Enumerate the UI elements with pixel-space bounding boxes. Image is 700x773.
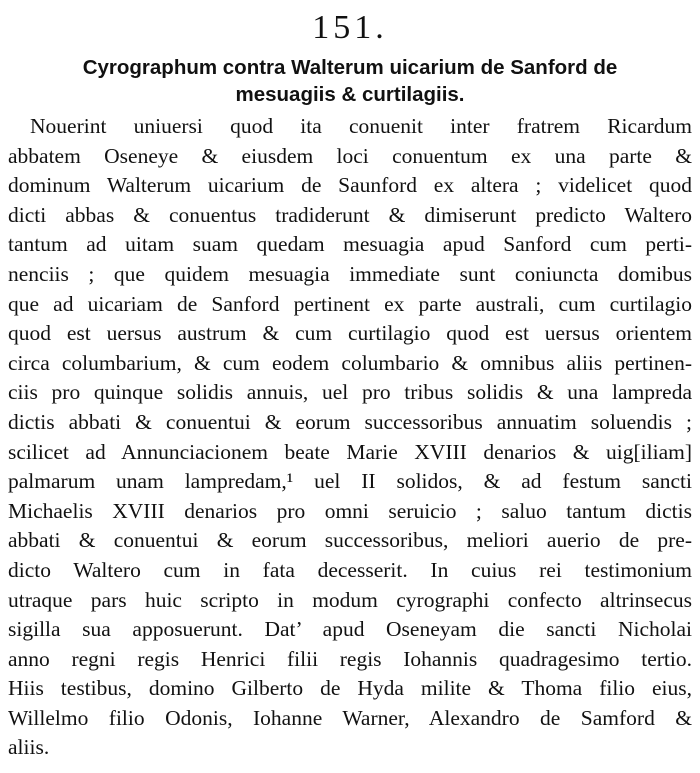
body-line: dominum Walterum uicarium de Saunford ex altera ; videlicet quod xyxy=(8,173,692,198)
body-line: abbati & conuentui & eorum successoribus, meliori auerio de pre- xyxy=(8,528,692,553)
body-line: abbatem Oseneye & eiusdem loci conuentum ex una parte & xyxy=(8,143,692,168)
body-line: Michaelis XVIII denarios pro omni seruicio ; saluo tantum dictis xyxy=(8,498,692,523)
body-line: aliis. xyxy=(8,735,50,760)
body-line: ciis pro quinque solidis annuis, uel pro tribus solidis & una lampreda xyxy=(8,380,692,405)
body-line: scilicet ad Annunciacionem beate Marie XVIII denarios & uig[iliam] xyxy=(8,439,692,464)
body-line: que ad uicariam de Sanford pertinent ex parte australi, cum curtilagio xyxy=(8,291,692,316)
body-line: dicti abbas & conuentus tradiderunt & dimiserunt predicto Waltero xyxy=(8,202,692,227)
charter-number: 151. xyxy=(312,9,388,46)
body-line: Hiis testibus, domino Gilberto de Hyda milite & Thoma filio eius, xyxy=(8,676,692,701)
title-line: mesuagiis & curtilagiis. xyxy=(235,83,465,106)
body-line: anno regni regis Henrici filii regis Iohannis quadragesimo tertio. xyxy=(8,646,692,671)
document-page xyxy=(0,6,700,773)
title-line: Cyrographum contra Walterum uicarium de Sanford de xyxy=(82,56,618,79)
body-line: Willelmo filio Odonis, Iohanne Warner, Alexandro de Samford & xyxy=(8,705,692,730)
body-line: palmarum unam lampredam,¹ uel II solidos, & ad festum sancti xyxy=(8,469,692,494)
body-line: quod est uersus austrum & cum curtilagio quod est uersus orientem xyxy=(8,321,692,346)
body-line: circa columbarium, & cum eodem columbario & omnibus aliis pertinen- xyxy=(8,350,692,375)
body-line: utraque pars huic scripto in modum cyrographi confecto altrinsecus xyxy=(8,587,692,612)
body-line: sigilla sua apposuerunt. Dat’ apud Oseneyam die sancti Nicholai xyxy=(8,617,692,642)
body-line: dicto Waltero cum in fata decesserit. In cuius rei testimonium xyxy=(8,557,692,582)
charter-body xyxy=(8,112,692,763)
body-line: Nouerint uniuersi quod ita conuenit inter fratrem Ricardum xyxy=(30,114,692,138)
body-line: nenciis ; que quidem mesuagia immediate sunt coniuncta domibus xyxy=(8,261,692,286)
charter-title xyxy=(8,54,692,108)
body-line: tantum ad uitam suam quedam mesuagia apud Sanford cum perti- xyxy=(8,232,692,257)
body-line: dictis abbati & conuentui & eorum successoribus annuatim soluendis ; xyxy=(8,409,692,434)
